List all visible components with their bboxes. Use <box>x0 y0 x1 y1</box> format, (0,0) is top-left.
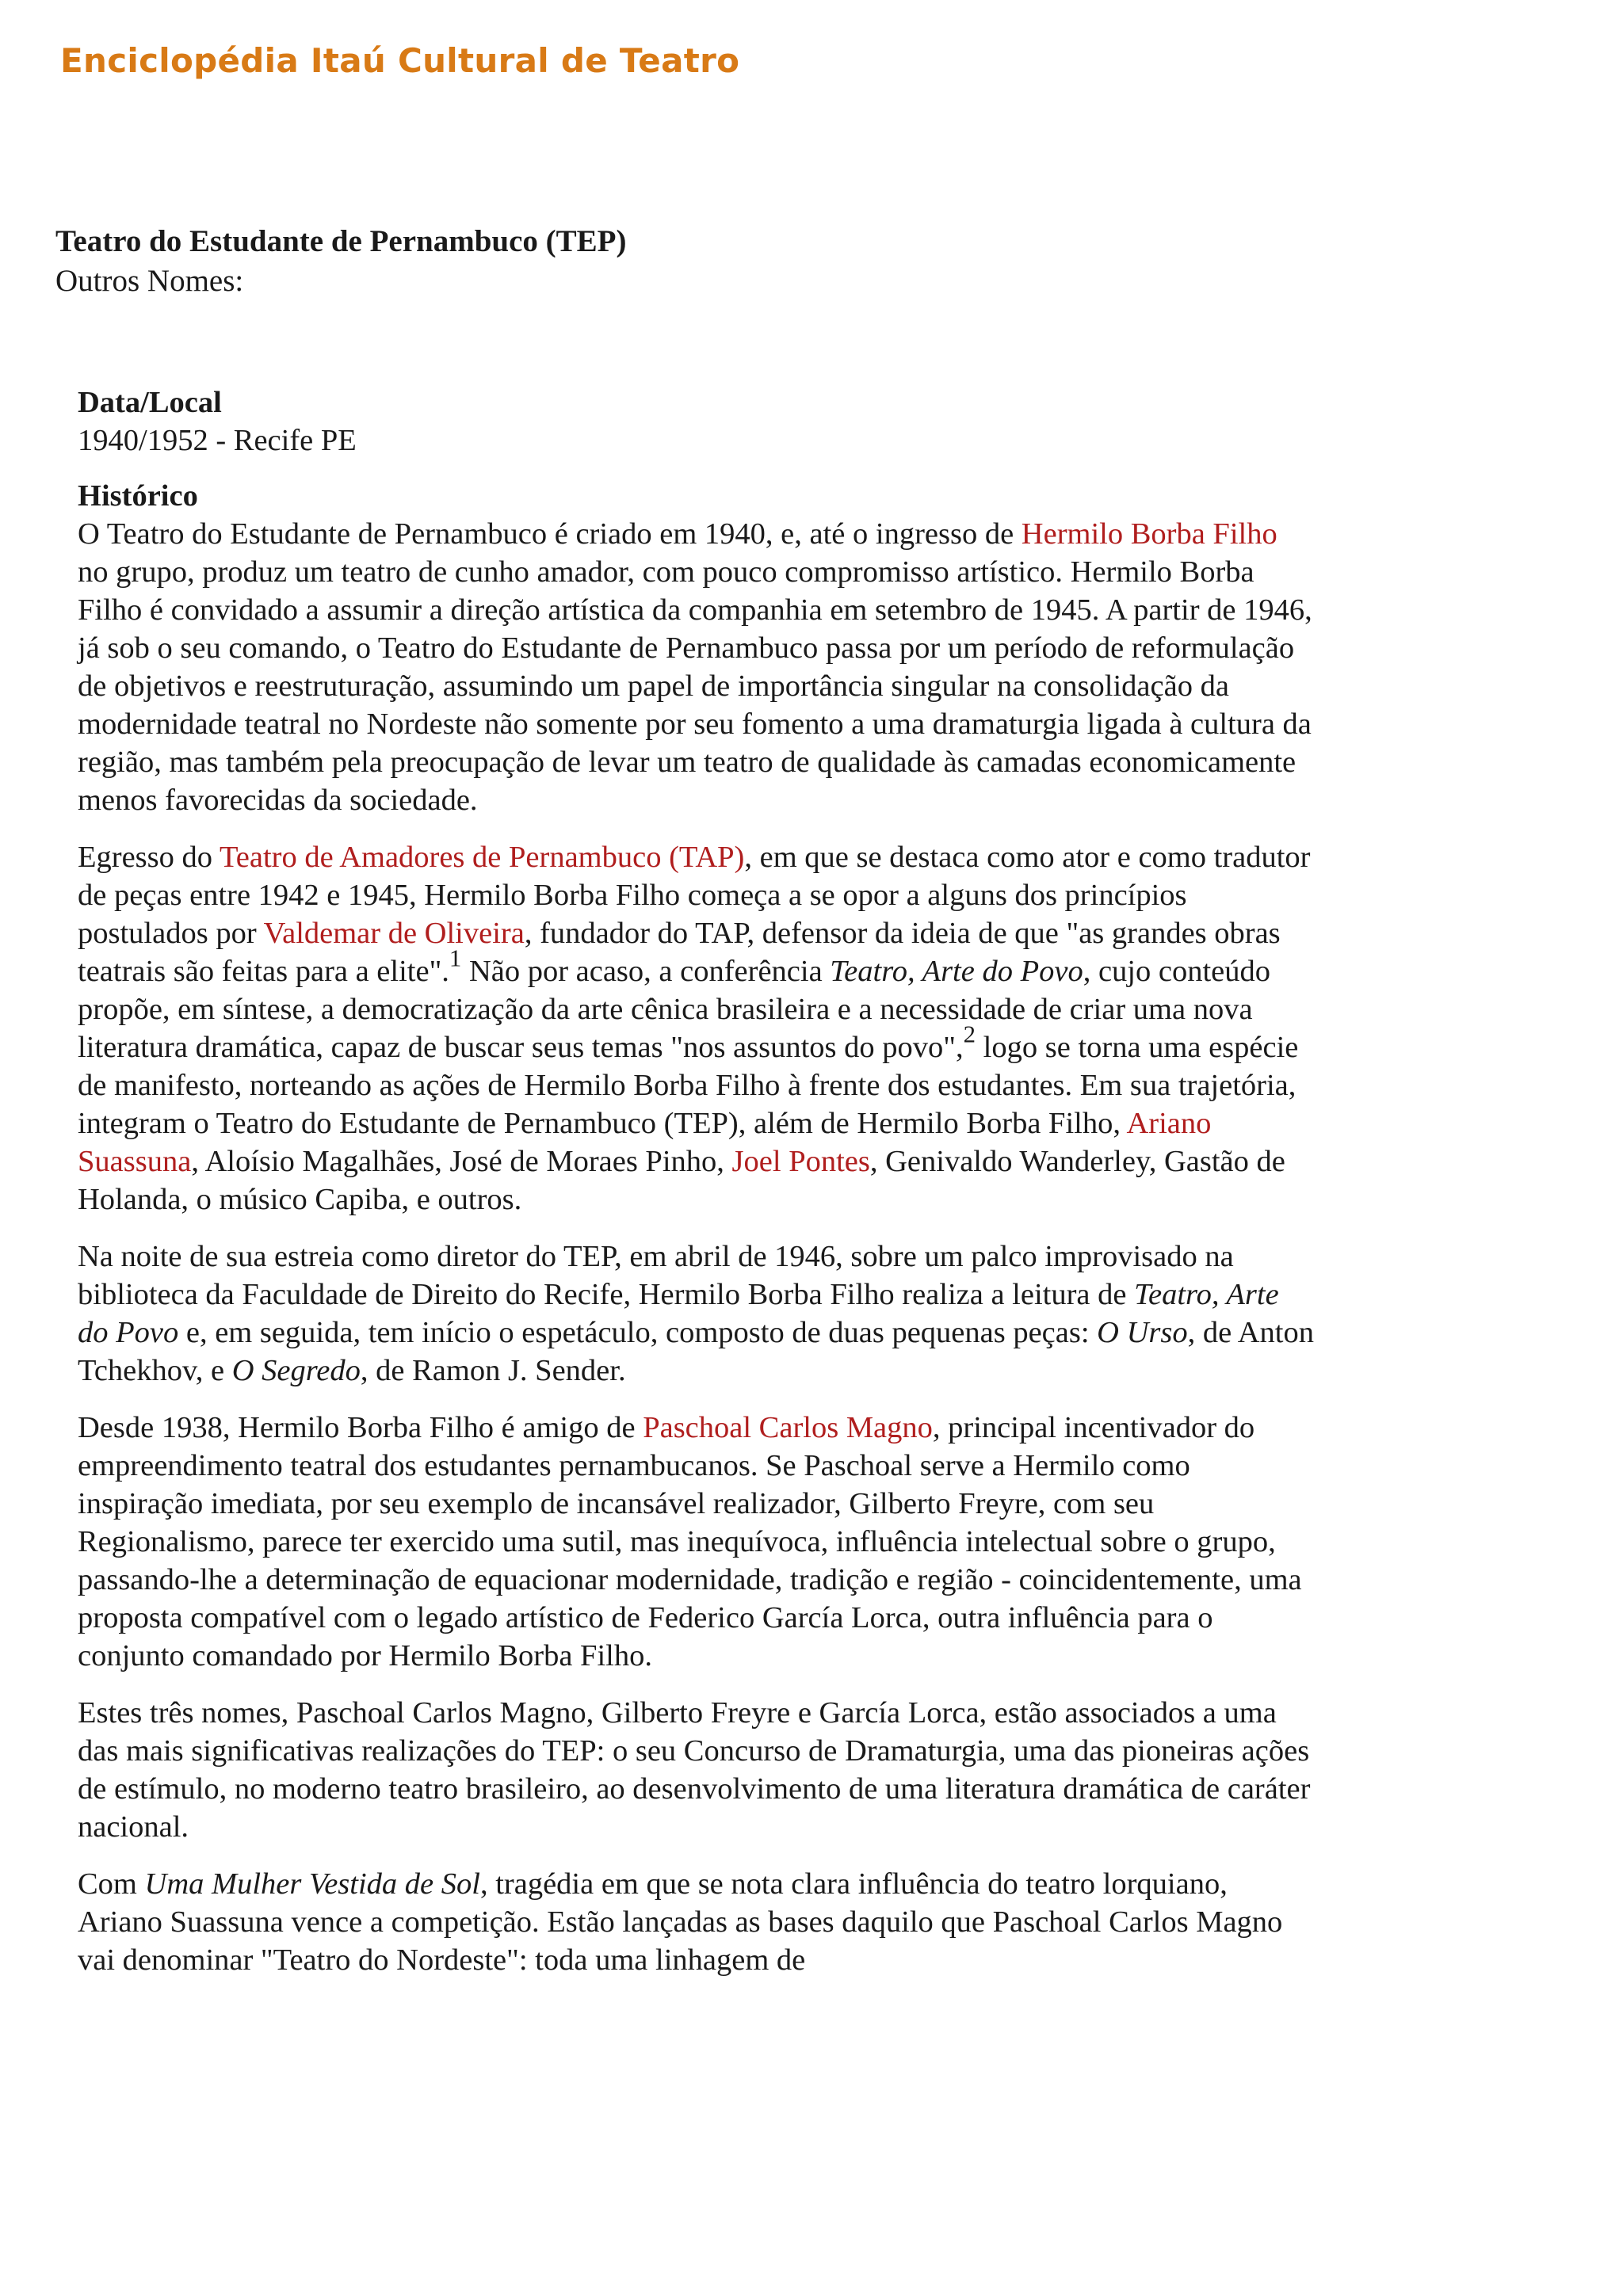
link-hermilo-borba-filho[interactable]: Hermilo Borba Filho <box>1021 517 1277 551</box>
historico-paragraph-3 <box>78 1238 1314 1390</box>
text-run: Desde 1938, Hermilo Borba Filho é amigo de <box>78 1411 643 1444</box>
text-run: Estes três nomes, Paschoal Carlos Magno, Gilberto Freyre e García Lorca, estão associados a uma das mais significativas realizações do TEP: o seu Concurso de Dramaturgia, uma das pioneiras ações de estímulo, no moderno teatro brasileiro, ao desenvolvimento de uma literatura dramática de caráter nacional. <box>78 1696 1311 1844</box>
link-joel-pontes[interactable]: Joel Pontes <box>731 1145 870 1178</box>
text-run: , de Anton Tchekhov, e <box>78 1316 1314 1387</box>
data-local-value: 1940/1952 - Recife PE <box>78 424 357 457</box>
footnote-marker-2: 2 <box>963 1020 976 1048</box>
historico-label: Histórico <box>78 479 198 513</box>
entry-header <box>55 222 626 301</box>
historico-paragraph-2 <box>78 838 1314 1219</box>
footnote-marker-1: 1 <box>449 944 462 972</box>
link-ariano-suassuna[interactable]: Ariano Suassuna <box>78 1107 1212 1178</box>
text-run: , tragédia em que se nota clara influência do teatro lorquiano, Ariano Suassuna vence a competição. Estão lançadas as bases daquilo que Paschoal Carlos Magno vai denominar "Teatro do Nordeste": toda uma linhagem de <box>78 1867 1283 1977</box>
site-title: Enciclopédia Itaú Cultural de Teatro <box>60 41 740 80</box>
italic-title: O Urso <box>1097 1316 1188 1349</box>
entry-title: Teatro do Estudante de Pernambuco (TEP) <box>55 224 627 258</box>
link-paschoal-carlos-magno[interactable]: Paschoal Carlos Magno <box>643 1411 933 1444</box>
italic-title: Teatro, Arte do Povo <box>830 955 1083 988</box>
text-run: , principal incentivador do empreendimento teatral dos estudantes pernambucanos. Se Paschoal serve a Hermilo como inspiração imediata, por seu exemplo de incansável realizador, Gilberto Freyre, com seu Regionalismo, parece ter exercido uma sutil, mas inequívoca, influência intelectual sobre o grupo, passando-lhe a determinação de equacionar modernidade, tradição e região - coincidentemente, uma proposta compatível com o legado artístico de Federico García Lorca, outra influência para o conjunto comandado por Hermilo Borba Filho. <box>78 1411 1302 1672</box>
text-run: , de Ramon J. Sender. <box>360 1354 626 1387</box>
text-run: , Aloísio Magalhães, José de Moraes Pinho, <box>191 1145 732 1178</box>
text-run: Egresso do <box>78 841 220 874</box>
link-teatro-de-amadores-de-pernambuco[interactable]: Teatro de Amadores de Pernambuco (TAP) <box>219 841 745 874</box>
italic-title: Uma Mulher Vestida de Sol <box>144 1867 480 1901</box>
text-run: Na noite de sua estreia como diretor do TEP, em abril de 1946, sobre um palco improvisado na biblioteca da Faculdade de Direito do Recife, Hermilo Borba Filho realiza a leitura de <box>78 1240 1234 1311</box>
historico-paragraph-5 <box>78 1694 1314 1846</box>
text-run: e, em seguida, tem início o espetáculo, composto de duas pequenas peças: <box>178 1316 1098 1349</box>
text-run: , cujo conteúdo propõe, em síntese, a democratização da arte cênica brasileira e a necessidade de criar uma nova literatura dramática, capaz de buscar seus temas "nos assuntos do povo", <box>78 955 1270 1064</box>
text-run: Não por acaso, a conferência <box>461 955 831 988</box>
italic-title: O Segredo <box>231 1354 361 1387</box>
link-valdemar-de-oliveira[interactable]: Valdemar de Oliveira <box>263 917 525 950</box>
historico-paragraph-6 <box>78 1865 1314 1979</box>
text-run: O Teatro do Estudante de Pernambuco é criado em 1940, e, até o ingresso de <box>78 517 1022 551</box>
text-run: , em que se destaca como ator e como tradutor de peças entre 1942 e 1945, Hermilo Borba Filho começa a se opor a alguns dos princípios postulados por <box>78 841 1311 950</box>
text-run: no grupo, produz um teatro de cunho amador, com pouco compromisso artístico. Hermilo Borba Filho é convidado a assumir a direção artística da companhia em setembro de 1945. A partir de 1946, já sob o seu comando, o Teatro do Estudante de Pernambuco passa por um período de reformulação de objetivos e reestruturação, assumindo um papel de importância singular na consolidação da modernidade teatral no Nordeste não somente por seu fomento a uma dramaturgia ligada à cultura da região, mas também pela preocupação de levar um teatro de qualidade às camadas economicamente menos favorecidas da sociedade. <box>78 555 1312 817</box>
historico-paragraph-4 <box>78 1409 1314 1675</box>
text-run: , Genivaldo Wanderley, Gastão de Holanda, o músico Capiba, e outros. <box>78 1145 1285 1216</box>
other-names-label: Outros Nomes: <box>55 264 244 298</box>
data-local-label: Data/Local <box>78 386 222 419</box>
historico-paragraph-1 <box>78 515 1314 819</box>
text-run: Com <box>78 1867 145 1901</box>
italic-title: Teatro, Arte do Povo <box>78 1278 1279 1349</box>
text-run: , fundador do TAP, defensor da ideia de que "as grandes obras teatrais são feitas para a elite". <box>78 917 1281 988</box>
text-run: logo se torna uma espécie de manifesto, norteando as ações de Hermilo Borba Filho à frente dos estudantes. Em sua trajetória, integram o Teatro do Estudante de Pernambuco (TEP), além de Hermilo Borba Filho, <box>78 1031 1299 1140</box>
entry-content <box>78 383 1314 1998</box>
